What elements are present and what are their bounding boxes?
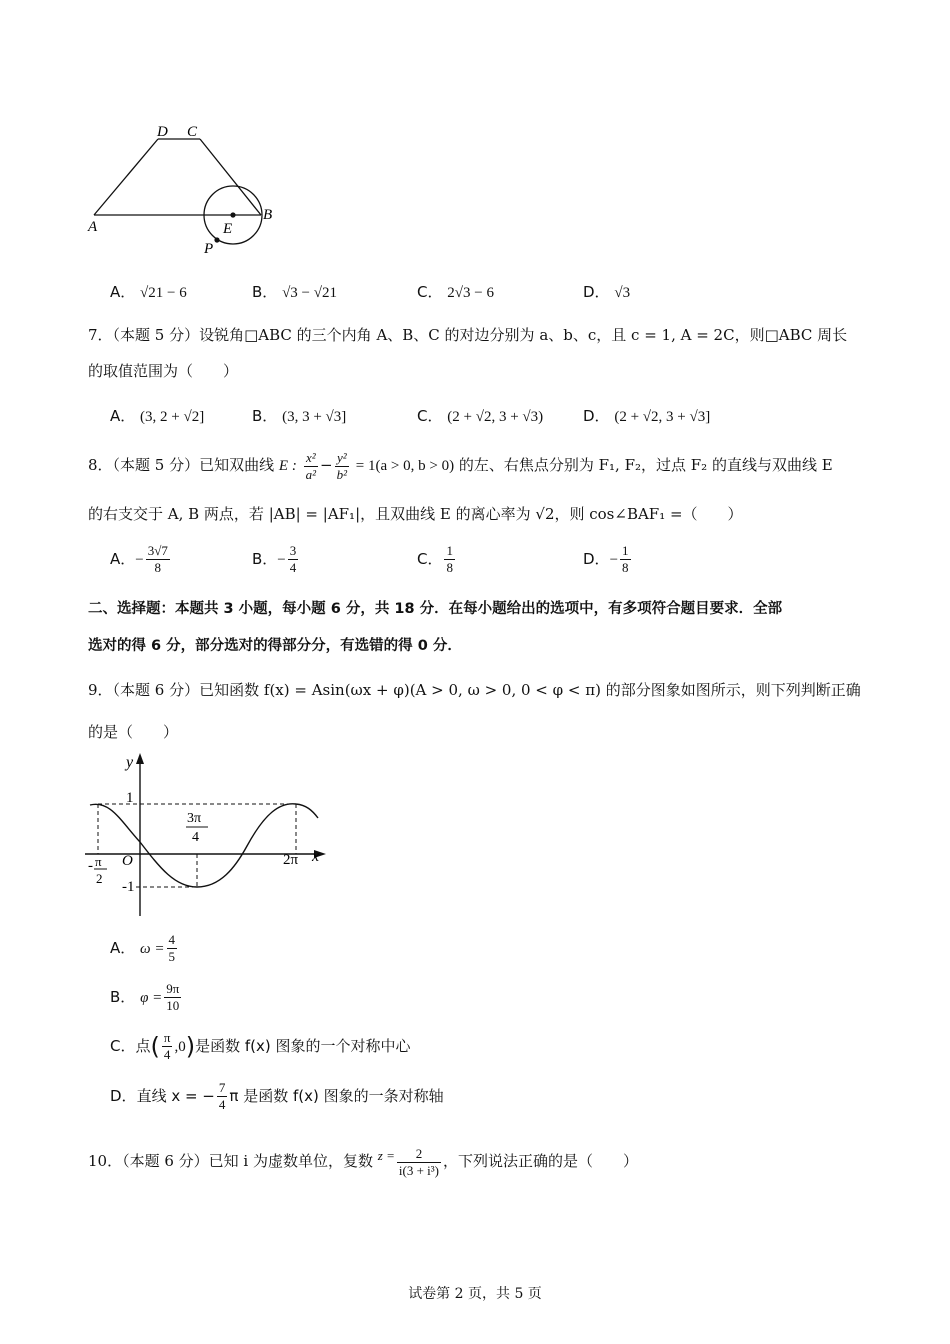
q8-option-d[interactable]: D．− $\frac{1}{8}$ (583, 543, 629, 575)
trapezoid-circle-figure (80, 118, 280, 263)
label-d: D (157, 124, 168, 140)
q7-option-a[interactable]: A． (3, 2 + √2] (110, 407, 205, 425)
q9-stem-line2: 的是（ ） (88, 723, 179, 741)
graph-x-label: x (312, 848, 320, 865)
q7-option-c[interactable]: C． (2 + √2, 3 + √3) (417, 407, 544, 425)
q8-option-a[interactable]: A．− $\frac{3√7}{8}$ (110, 543, 168, 575)
graph-neg-pi2-num: π (95, 854, 102, 869)
q6-option-b[interactable]: B． √3 − √21 (252, 283, 338, 301)
q10-fraction: $\frac{2}{\text{i(3 + i³)}}$ (398, 1145, 440, 1178)
q8-option-c[interactable]: C． $\frac{1}{8}$ (417, 543, 453, 575)
graph-neg-one-label: -1 (122, 879, 135, 895)
q8-frac-x: $\frac{\text{x²}}{\text{a²}}$ (305, 449, 317, 482)
label-p: P (204, 241, 214, 257)
q7-option-d[interactable]: D． (2 + √2, 3 + √3] (583, 407, 711, 425)
q8-stem-line1: 8．（本题 5 分）已知双曲线 E : $\frac{\text{x²}}{\text{a²}}$ − $\frac{\text{y²}}{\text{b²}}$ = 1(a > 0, b > 0) 的左、右焦点分别为 F₁, F₂，过点 F₂ 的直线与双曲线 E (88, 449, 833, 482)
q9-stem-line1: 9．（本题 6 分）已知函数 f(x) = Asin(ωx + φ)(A > 0, ω > 0, 0 < φ < π) 的部分图象如图所示，则下列判断正确 (88, 681, 861, 699)
graph-2pi-label: 2π (283, 852, 299, 868)
q9-option-d[interactable]: D．直线 x = − $\frac{7}{4}$ π 是函数 f(x) 图象的一条对称轴 (110, 1080, 444, 1112)
page-footer: 试卷第 2 页，共 5 页 (408, 1286, 542, 1302)
q8-stem-line2: 的右支交于 A, B 两点，若 |AB| = |AF₁|，且双曲线 E 的离心率为 √2，则 cos∠BAF₁ =（ ） (88, 505, 743, 523)
graph-34pi-den: 4 (192, 830, 199, 845)
graph-neg-pi2-den: 2 (96, 871, 103, 886)
graph-neg-sign: - (88, 858, 93, 874)
graph-origin-label: O (122, 853, 133, 869)
graph-34pi-num: 3π (187, 811, 202, 826)
q7-option-b[interactable]: B． (3, 3 + √3] (252, 407, 347, 425)
graph-one-label: 1 (126, 790, 134, 806)
section2-heading-line1: 二、选择题：本题共 3 小题，每小题 6 分，共 18 分．在每小题给出的选项中，有多项符合题目要求．全部 (88, 601, 783, 617)
label-b: B (263, 207, 273, 223)
q9-option-b[interactable]: B． φ = $\frac{9\pi}{10}$ (110, 981, 180, 1013)
q6-option-c[interactable]: C． 2√3 − 6 (417, 283, 494, 301)
q8-option-b[interactable]: B．− $\frac{3}{4}$ (252, 543, 297, 575)
q8-frac-y: $\frac{\text{y²}}{\text{b²}}$ (336, 449, 347, 482)
label-c: C (187, 124, 198, 140)
q10-stem: 10．（本题 6 分）已知 i 为虚数单位，复数 z = $\frac{2}{\text{i(3 + i³)}}$ ，下列说法正确的是（ ） (88, 1145, 639, 1178)
q9-option-c[interactable]: C．点( $\frac{\pi}{4}$ ,0)是函数 f(x) 图象的一个对称中心 (110, 1030, 411, 1062)
q9-option-a[interactable]: A． ω = $\frac{4}{5}$ (110, 932, 176, 964)
label-e: E (223, 221, 233, 237)
q7-stem-line1: 7．（本题 5 分）设锐角□ABC 的三个内角 A、B、C 的对边分别为 a、b、c，且 c = 1, A = 2C，则□ABC 周长 (88, 326, 848, 344)
graph-y-label: y (126, 754, 134, 771)
q6-option-a[interactable]: A． √21 − 6 (110, 283, 187, 301)
q7-stem-line2: 的取值范围为（ ） (88, 362, 239, 380)
section2-heading-line2: 选对的得 6 分，部分选对的得部分分，有选错的得 0 分． (88, 638, 462, 654)
q6-option-d[interactable]: D． √3 (583, 283, 631, 301)
label-a: A (88, 219, 98, 235)
q9-sine-graph (80, 750, 340, 920)
